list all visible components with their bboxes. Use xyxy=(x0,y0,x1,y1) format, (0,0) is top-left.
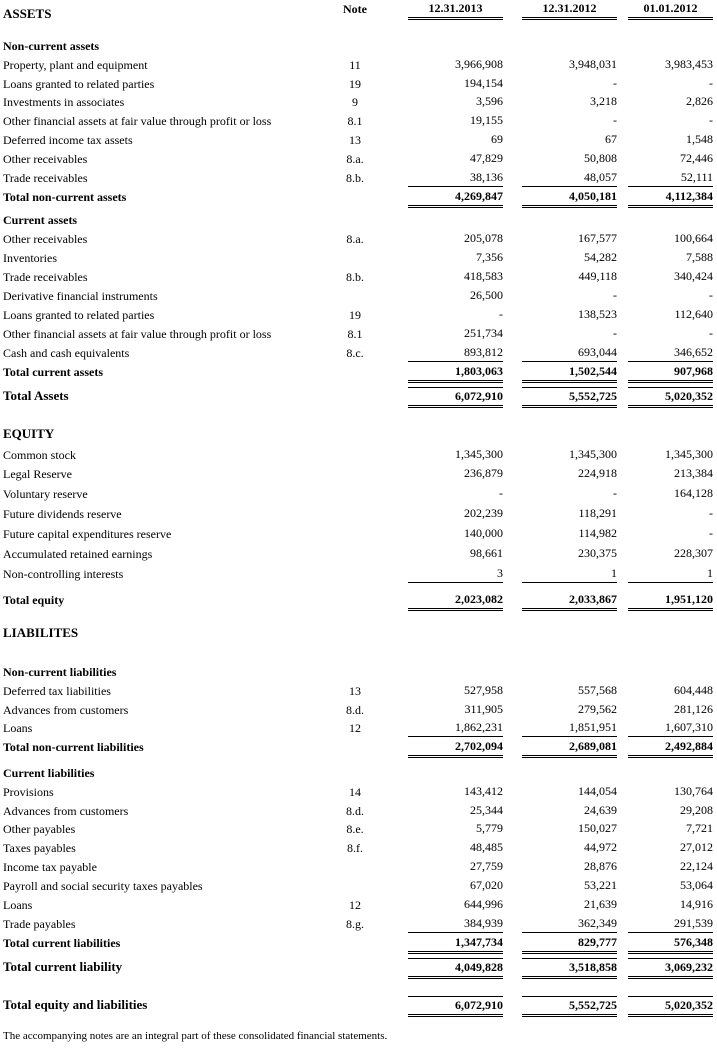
table-row xyxy=(0,591,717,609)
row-value xyxy=(628,663,713,680)
row-value: 2,826 xyxy=(686,94,713,108)
row-value: - xyxy=(613,326,617,340)
row-value: 25,344 xyxy=(470,803,503,817)
row-value: 53,064 xyxy=(680,878,713,892)
row-value xyxy=(628,624,713,641)
row-value: 5,552,725 xyxy=(522,387,617,408)
table-row xyxy=(0,425,717,443)
row-label: Non-current assets xyxy=(3,39,100,53)
table-row xyxy=(0,701,717,719)
row-value: 202,239 xyxy=(464,506,503,520)
row-value: 194,154 xyxy=(464,76,503,90)
row-value xyxy=(522,425,617,442)
table-row xyxy=(0,56,717,74)
row-note: 8.1 xyxy=(347,327,363,341)
row-label: Total equity and liabilities xyxy=(3,997,148,1012)
row-value: 527,958 xyxy=(464,683,503,697)
table-row xyxy=(0,211,717,229)
row-value: 576,348 xyxy=(628,934,713,954)
row-value: 1,345,300 xyxy=(455,447,503,461)
row-value: 4,049,828 xyxy=(408,958,503,979)
row-value xyxy=(628,37,713,54)
table-row xyxy=(0,934,717,952)
row-label: Total equity xyxy=(3,593,65,607)
row-value: 2,702,094 xyxy=(408,738,503,758)
row-note: 11 xyxy=(349,58,361,72)
row-value: 27,012 xyxy=(680,840,713,854)
row-value: 22,124 xyxy=(680,859,713,873)
row-label: Non-controlling interests xyxy=(3,567,124,581)
row-value: 143,412 xyxy=(464,784,503,798)
row-value: 3,218 xyxy=(590,94,617,108)
row-value: 557,568 xyxy=(578,683,617,697)
row-label: Inventories xyxy=(3,251,57,265)
row-note: 8.d. xyxy=(346,804,364,818)
row-label: Other payables xyxy=(3,822,76,836)
row-value: 50,808 xyxy=(584,151,617,165)
row-value: 3,948,031 xyxy=(569,57,617,71)
row-value: 340,424 xyxy=(674,269,713,283)
table-row xyxy=(0,896,717,914)
row-value: - xyxy=(709,326,713,340)
row-value: 384,939 xyxy=(408,915,503,933)
table-row xyxy=(0,682,717,700)
row-value: 418,583 xyxy=(464,269,503,283)
row-note: 8.d. xyxy=(346,703,364,717)
row-label: Total current assets xyxy=(3,365,103,379)
table-row xyxy=(0,249,717,267)
table-row xyxy=(0,820,717,838)
row-value: 4,050,181 xyxy=(522,188,617,208)
row-value xyxy=(408,425,503,442)
row-value: 1 xyxy=(628,565,713,583)
row-note: 8.b. xyxy=(346,171,364,185)
row-value: 29,208 xyxy=(680,803,713,817)
row-value: 604,448 xyxy=(674,683,713,697)
row-value: 829,777 xyxy=(522,934,617,954)
row-value: 21,639 xyxy=(584,897,617,911)
row-value: 112,640 xyxy=(674,307,713,321)
row-value xyxy=(522,211,617,228)
row-label: Other financial assets at fair value through profit or loss xyxy=(3,114,272,128)
row-note: 8.e. xyxy=(346,822,364,836)
page-title: ASSETS xyxy=(3,6,52,21)
table-row xyxy=(0,169,717,187)
row-value: 150,027 xyxy=(578,821,617,835)
row-value: 1,345,300 xyxy=(569,447,617,461)
row-value: 1,502,544 xyxy=(522,363,617,383)
row-value xyxy=(522,663,617,680)
row-value: 3,069,232 xyxy=(628,958,713,979)
row-label: Advances from customers xyxy=(3,703,129,717)
table-row xyxy=(0,344,717,362)
note-column-header: Note xyxy=(343,2,367,16)
row-label: EQUITY xyxy=(3,426,55,441)
row-value: - xyxy=(709,526,713,540)
row-value: 5,552,725 xyxy=(522,996,617,1017)
row-value: 1,548 xyxy=(686,132,713,146)
column-header-jan-2012: 01.01.2012 xyxy=(628,0,713,20)
table-row xyxy=(0,230,717,248)
row-label: Provisions xyxy=(3,785,54,799)
row-label: Payroll and social security taxes payables xyxy=(3,879,203,893)
row-note: 8.a. xyxy=(346,152,364,166)
row-value: 19,155 xyxy=(470,113,503,127)
row-value xyxy=(522,37,617,54)
row-value: - xyxy=(709,506,713,520)
row-label: Loans xyxy=(3,721,33,735)
row-label: Property, plant and equipment xyxy=(3,58,148,72)
row-label: Current assets xyxy=(3,213,78,227)
row-label: Loans granted to related parties xyxy=(3,308,155,322)
row-value xyxy=(408,663,503,680)
row-label: Trade receivables xyxy=(3,270,88,284)
row-value: 7,356 xyxy=(476,250,503,264)
row-value: 100,664 xyxy=(674,231,713,245)
row-note: 13 xyxy=(349,133,361,147)
row-value: 114,982 xyxy=(578,526,617,540)
row-value: - xyxy=(613,486,617,500)
row-value: - xyxy=(613,76,617,90)
row-value: 7,588 xyxy=(686,250,713,264)
row-note: 9 xyxy=(352,95,358,109)
table-row xyxy=(0,306,717,324)
row-value xyxy=(522,764,617,781)
row-value: 230,375 xyxy=(578,546,617,560)
row-value: 27,759 xyxy=(470,859,503,873)
row-value: 893,812 xyxy=(408,344,503,362)
row-value: 24,639 xyxy=(584,803,617,817)
row-value: 1,803,063 xyxy=(408,363,503,383)
row-label: Other receivables xyxy=(3,232,88,246)
table-row xyxy=(0,996,717,1014)
row-note: 8.g. xyxy=(346,917,364,931)
row-value: 7,721 xyxy=(686,821,713,835)
column-header-2013: 12.31.2013 xyxy=(408,0,503,20)
row-value: 164,128 xyxy=(674,486,713,500)
row-value: 26,500 xyxy=(470,288,503,302)
row-value: 311,905 xyxy=(464,702,503,716)
row-value: 228,307 xyxy=(674,546,713,560)
row-value: 52,111 xyxy=(628,169,713,187)
row-value: 3,518,858 xyxy=(522,958,617,979)
row-value: 130,764 xyxy=(674,784,713,798)
row-value: 3,966,908 xyxy=(455,57,503,71)
row-value: 48,057 xyxy=(522,169,617,187)
row-label: Total current liabilities xyxy=(3,936,121,950)
row-value: 224,918 xyxy=(578,466,617,480)
row-note: 8.a. xyxy=(346,232,364,246)
row-value: 2,492,884 xyxy=(628,738,713,758)
table-row xyxy=(0,131,717,149)
row-label: Investments in associates xyxy=(3,95,125,109)
row-label: Non-current liabilities xyxy=(3,665,117,679)
row-value: 362,349 xyxy=(522,915,617,933)
row-value: 644,996 xyxy=(464,897,503,911)
row-value: 693,044 xyxy=(522,344,617,362)
row-label: Total current liability xyxy=(3,959,123,974)
row-value: 5,779 xyxy=(476,821,503,835)
row-value xyxy=(408,764,503,781)
row-value: 2,023,082 xyxy=(408,591,503,611)
row-value xyxy=(628,211,713,228)
row-value: 38,136 xyxy=(408,169,503,187)
table-row xyxy=(0,387,717,405)
row-value: 1,347,734 xyxy=(408,934,503,954)
row-value: 67 xyxy=(605,132,617,146)
row-value: 1,851,951 xyxy=(522,719,617,737)
table-row xyxy=(0,764,717,782)
row-value: 4,269,847 xyxy=(408,188,503,208)
row-label: LIABILITES xyxy=(3,625,79,640)
row-value: 213,384 xyxy=(674,466,713,480)
row-value: 48,485 xyxy=(470,840,503,854)
table-row xyxy=(0,525,717,543)
row-value: 279,562 xyxy=(578,702,617,716)
row-label: Total Assets xyxy=(3,388,69,403)
row-value: 346,652 xyxy=(628,344,713,362)
row-value: 144,054 xyxy=(578,784,617,798)
row-note: 12 xyxy=(349,898,361,912)
row-value: 54,282 xyxy=(584,250,617,264)
row-value: - xyxy=(709,76,713,90)
row-value: 1,951,120 xyxy=(628,591,713,611)
row-value: - xyxy=(613,113,617,127)
table-row xyxy=(0,363,717,381)
row-label: Other receivables xyxy=(3,152,88,166)
row-value: 53,221 xyxy=(584,878,617,892)
column-header-2012: 12.31.2012 xyxy=(522,0,617,20)
row-note: 13 xyxy=(349,684,361,698)
footnote: The accompanying notes are an integral part of these consolidated financial statements. xyxy=(3,1030,388,1042)
row-value: 98,661 xyxy=(470,546,503,560)
row-value: 291,539 xyxy=(628,915,713,933)
row-value: 3 xyxy=(408,565,503,583)
row-value: 3,596 xyxy=(476,94,503,108)
table-row xyxy=(0,112,717,130)
table-row xyxy=(0,663,717,681)
table-row xyxy=(0,287,717,305)
table-row xyxy=(0,150,717,168)
table-row xyxy=(0,738,717,756)
row-label: Common stock xyxy=(3,448,77,462)
table-row xyxy=(0,915,717,933)
row-value: 4,112,384 xyxy=(628,188,713,208)
row-value: 236,879 xyxy=(464,466,503,480)
row-label: Accumulated retained earnings xyxy=(3,547,153,561)
row-value: 167,577 xyxy=(578,231,617,245)
row-value: 5,020,352 xyxy=(628,996,713,1017)
row-value: 281,126 xyxy=(674,702,713,716)
row-value: 1,345,300 xyxy=(665,447,713,461)
table-row xyxy=(0,446,717,464)
row-value: 14,916 xyxy=(680,897,713,911)
table-row xyxy=(0,719,717,737)
row-label: Loans granted to related parties xyxy=(3,77,155,91)
row-value: 1 xyxy=(522,565,617,583)
table-row xyxy=(0,858,717,876)
row-label: Current liabilities xyxy=(3,766,95,780)
row-value: 118,291 xyxy=(578,506,617,520)
row-note: 8.1 xyxy=(347,114,363,128)
row-value: 44,972 xyxy=(584,840,617,854)
row-note: 8.b. xyxy=(346,270,364,284)
row-label: Taxes payables xyxy=(3,841,76,855)
row-value: 69 xyxy=(491,132,503,146)
row-label: Trade payables xyxy=(3,917,76,931)
row-value xyxy=(408,624,503,641)
row-value xyxy=(408,211,503,228)
row-value: 6,072,910 xyxy=(408,387,503,408)
row-label: Advances from customers xyxy=(3,804,129,818)
row-note: 8.f. xyxy=(347,841,363,855)
table-row xyxy=(0,75,717,93)
row-value: 72,446 xyxy=(680,151,713,165)
row-label: Income tax payable xyxy=(3,860,97,874)
row-note: 14 xyxy=(349,785,361,799)
table-row xyxy=(0,325,717,343)
row-label: Derivative financial instruments xyxy=(3,289,158,303)
row-label: Other financial assets at fair value through profit or loss xyxy=(3,327,272,341)
table-row xyxy=(0,839,717,857)
row-note: 12 xyxy=(349,721,361,735)
table-row xyxy=(0,37,717,55)
row-label: Deferred income tax assets xyxy=(3,133,133,147)
row-value: 1,607,310 xyxy=(628,719,713,737)
row-value: 6,072,910 xyxy=(408,996,503,1017)
table-row xyxy=(0,624,717,642)
row-value: 47,829 xyxy=(470,151,503,165)
row-value: 5,020,352 xyxy=(628,387,713,408)
row-value: 907,968 xyxy=(628,363,713,383)
row-value: 67,020 xyxy=(470,878,503,892)
table-row xyxy=(0,545,717,563)
row-value xyxy=(408,37,503,54)
header-row xyxy=(0,0,717,21)
row-value: 1,862,231 xyxy=(408,719,503,737)
row-label: Future dividends reserve xyxy=(3,507,122,521)
table-row xyxy=(0,958,717,976)
row-label: Loans xyxy=(3,898,33,912)
row-note: 19 xyxy=(349,308,361,322)
row-value: - xyxy=(709,288,713,302)
table-row xyxy=(0,505,717,523)
row-value: 251,734 xyxy=(464,326,503,340)
row-label: Legal Reserve xyxy=(3,467,72,481)
row-value xyxy=(522,624,617,641)
row-label: Cash and cash equivalents xyxy=(3,346,130,360)
row-label: Deferred tax liabilities xyxy=(3,684,111,698)
row-label: Total non-current liabilities xyxy=(3,740,144,754)
table-row xyxy=(0,565,717,583)
table-row xyxy=(0,188,717,206)
row-label: Voluntary reserve xyxy=(3,487,88,501)
row-value: 2,689,081 xyxy=(522,738,617,758)
row-label: Trade receivables xyxy=(3,171,88,185)
row-value: 2,033,867 xyxy=(522,591,617,611)
table-row xyxy=(0,93,717,111)
row-value: - xyxy=(613,288,617,302)
table-row xyxy=(0,485,717,503)
row-label: Total non-current assets xyxy=(3,190,127,204)
row-label: Future capital expenditures reserve xyxy=(3,527,172,541)
row-value: 28,876 xyxy=(584,859,617,873)
table-row xyxy=(0,783,717,801)
row-note: 8.c. xyxy=(346,346,364,360)
row-note: 19 xyxy=(349,77,361,91)
table-row xyxy=(0,465,717,483)
row-value: 449,118 xyxy=(578,269,617,283)
row-value: 3,983,453 xyxy=(665,57,713,71)
table-row xyxy=(0,877,717,895)
row-value: 205,078 xyxy=(464,231,503,245)
row-value xyxy=(628,425,713,442)
table-row xyxy=(0,802,717,820)
row-value: - xyxy=(499,307,503,321)
row-value: 138,523 xyxy=(578,307,617,321)
row-value: 140,000 xyxy=(464,526,503,540)
row-value xyxy=(628,764,713,781)
table-row xyxy=(0,268,717,286)
row-value: - xyxy=(499,486,503,500)
row-value: - xyxy=(709,113,713,127)
